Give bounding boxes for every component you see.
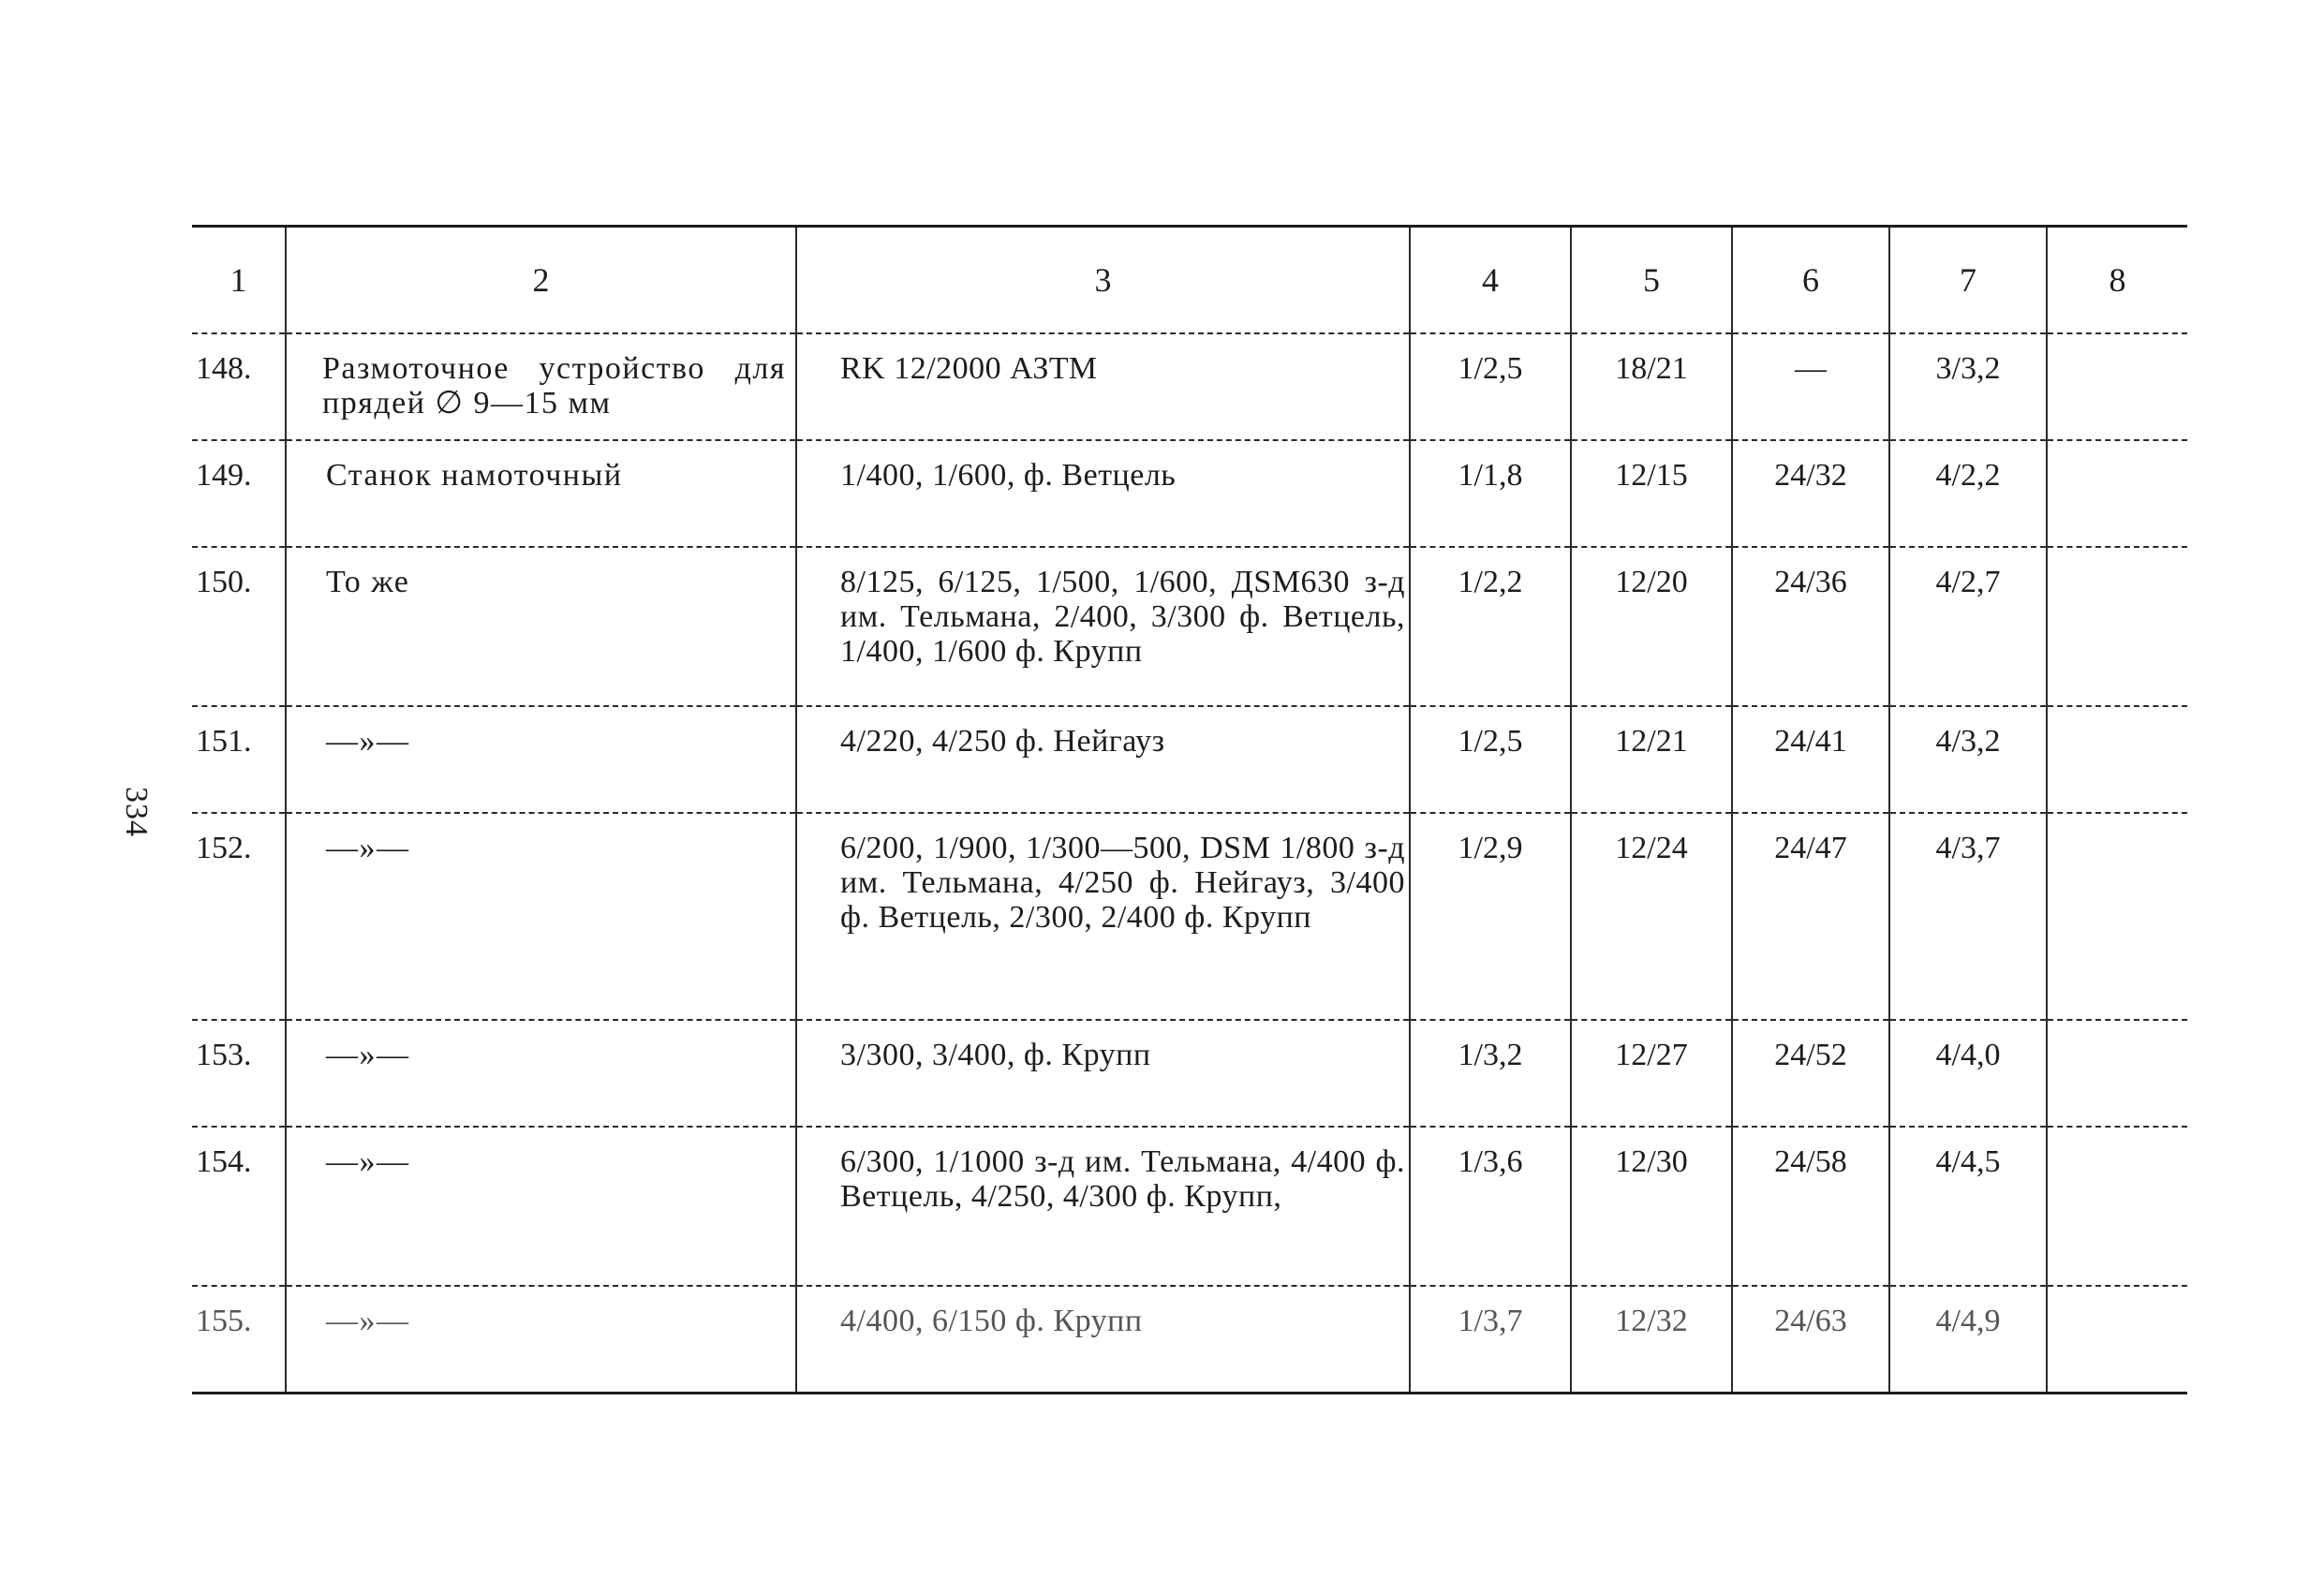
value-col-8 (2047, 813, 2187, 1020)
value-col-6: 24/63 (1732, 1286, 1889, 1394)
ditto-mark: —»— (286, 1286, 796, 1394)
value-col-8 (2047, 706, 2187, 813)
value-col-4: 1/1,8 (1410, 440, 1571, 547)
value-col-8 (2047, 333, 2187, 440)
ditto-mark: —»— (286, 706, 796, 813)
value-col-7: 4/4,0 (1889, 1020, 2047, 1127)
value-col-5: 12/30 (1571, 1127, 1732, 1286)
value-col-4: 1/3,6 (1410, 1127, 1571, 1286)
value-col-7: 4/3,2 (1889, 706, 2047, 813)
ditto-mark: —»— (286, 813, 796, 1020)
ditto-mark: —»— (286, 1020, 796, 1127)
value-col-7: 4/4,9 (1889, 1286, 2047, 1394)
column-number-header-row (192, 227, 2187, 334)
equipment-make: 4/400, 6/150 ф. Крупп (796, 1286, 1410, 1394)
equipment-make: 6/300, 1/1000 з-д им. Тельмана, 4/400 ф. Ветцель, 4/250, 4/300 ф. Крупп, (796, 1127, 1410, 1286)
row-number: 155. (196, 1304, 252, 1338)
value-col-4: 1/2,5 (1410, 333, 1571, 440)
value-col-5: 12/24 (1571, 813, 1732, 1020)
value-col-7: 3/3,2 (1889, 333, 2047, 440)
equipment-name: Размоточное устройство для прядей ∅ 9—15 мм (286, 333, 796, 440)
equipment-table-container (192, 225, 2187, 1394)
value-col-4: 1/2,5 (1410, 706, 1571, 813)
table-row (192, 547, 2187, 706)
column-header: 2 (286, 227, 796, 334)
row-number: 151. (196, 724, 252, 759)
table-row (192, 1286, 2187, 1394)
value-col-8 (2047, 547, 2187, 706)
equipment-make: 3/300, 3/400, ф. Крупп (796, 1020, 1410, 1127)
table-row (192, 706, 2187, 813)
ditto-mark: —»— (286, 1127, 796, 1286)
value-col-7: 4/2,2 (1889, 440, 2047, 547)
page-number: 334 (119, 787, 154, 837)
table-row (192, 333, 2187, 440)
equipment-table (192, 225, 2187, 1394)
table-row (192, 813, 2187, 1020)
value-col-6: 24/47 (1732, 813, 1889, 1020)
column-header: 3 (796, 227, 1410, 334)
value-col-5: 12/32 (1571, 1286, 1732, 1394)
equipment-make: 4/220, 4/250 ф. Нейгауз (796, 706, 1410, 813)
equipment-make: 6/200, 1/900, 1/300—500, DSM 1/800 з-д им. Тельмана, 4/250 ф. Нейгауз, 3/400 ф. Ветцель, 2/300, 2/400 ф. Крупп (796, 813, 1410, 1020)
value-col-6: 24/52 (1732, 1020, 1889, 1127)
value-col-8 (2047, 1286, 2187, 1394)
value-col-6: 24/36 (1732, 547, 1889, 706)
row-number: 152. (196, 831, 252, 865)
row-number: 148. (196, 351, 252, 386)
value-col-8 (2047, 440, 2187, 547)
equipment-name: Станок намоточный (286, 440, 796, 547)
value-col-6: — (1732, 333, 1889, 440)
table-row (192, 440, 2187, 547)
table-row (192, 1020, 2187, 1127)
value-col-5: 12/21 (1571, 706, 1732, 813)
value-col-7: 4/4,5 (1889, 1127, 2047, 1286)
value-col-8 (2047, 1020, 2187, 1127)
value-col-6: 24/41 (1732, 706, 1889, 813)
value-col-5: 12/15 (1571, 440, 1732, 547)
equipment-make: 1/400, 1/600, ф. Ветцель (796, 440, 1410, 547)
equipment-make: 8/125, 6/125, 1/500, 1/600, ДSM630 з-д им. Тельмана, 2/400, 3/300 ф. Ветцель, 1/400, 1/600 ф. Крупп (796, 547, 1410, 706)
value-col-4: 1/3,2 (1410, 1020, 1571, 1127)
column-header: 6 (1732, 227, 1889, 334)
column-header: 5 (1571, 227, 1732, 334)
value-col-5: 18/21 (1571, 333, 1732, 440)
value-col-4: 1/3,7 (1410, 1286, 1571, 1394)
value-col-8 (2047, 1127, 2187, 1286)
value-col-7: 4/3,7 (1889, 813, 2047, 1020)
column-header: 7 (1889, 227, 2047, 334)
value-col-5: 12/27 (1571, 1020, 1732, 1127)
equipment-make: RK 12/2000 АЗТМ (796, 333, 1410, 440)
value-col-7: 4/2,7 (1889, 547, 2047, 706)
column-header: 8 (2047, 227, 2187, 334)
table-row (192, 1127, 2187, 1286)
column-header: 1 (229, 260, 247, 299)
row-number: 149. (196, 458, 252, 493)
value-col-5: 12/20 (1571, 547, 1732, 706)
row-number: 153. (196, 1038, 252, 1072)
row-number: 150. (196, 565, 252, 599)
value-col-6: 24/58 (1732, 1127, 1889, 1286)
value-col-6: 24/32 (1732, 440, 1889, 547)
value-col-4: 1/2,9 (1410, 813, 1571, 1020)
value-col-4: 1/2,2 (1410, 547, 1571, 706)
equipment-name: То же (286, 547, 796, 706)
column-header: 4 (1410, 227, 1571, 334)
row-number: 154. (196, 1144, 252, 1179)
